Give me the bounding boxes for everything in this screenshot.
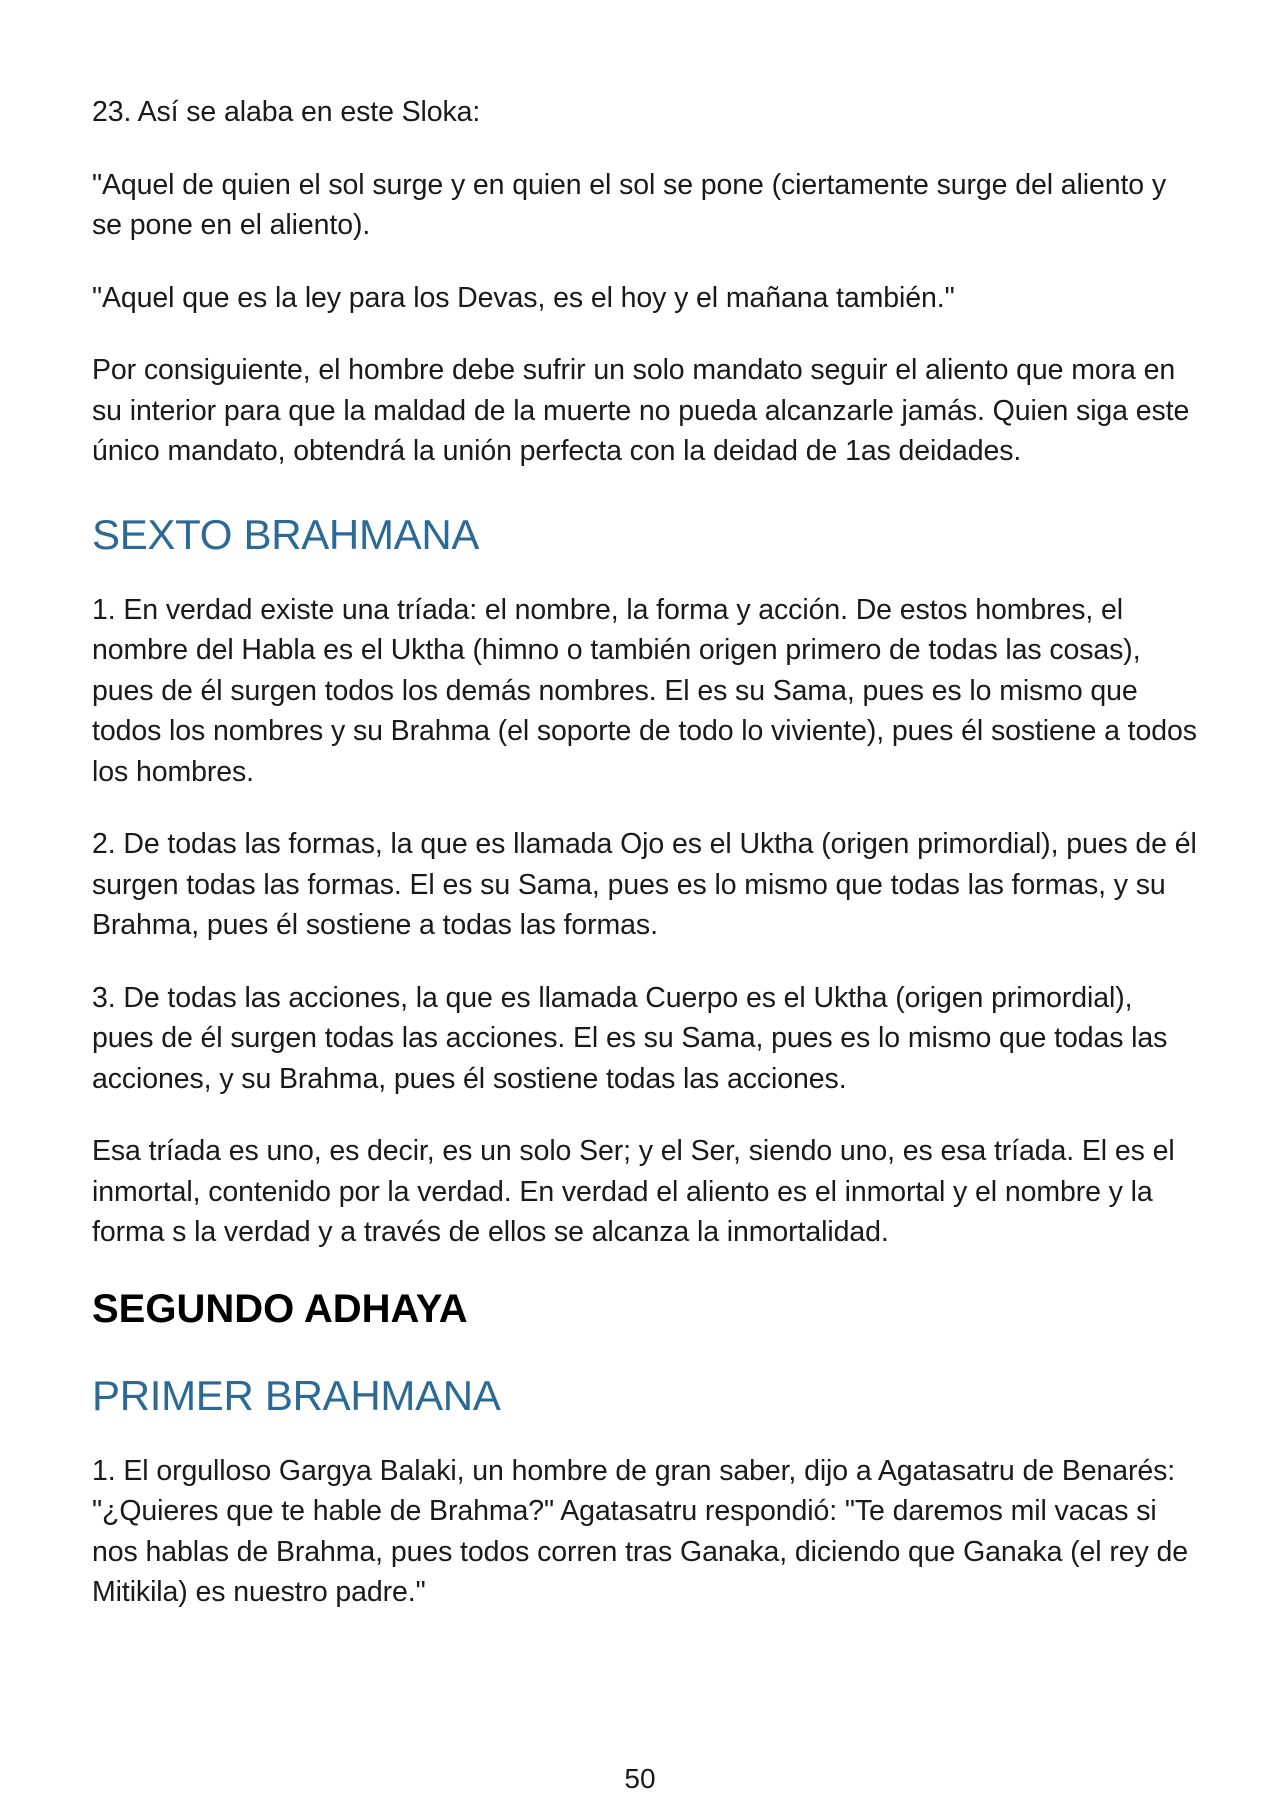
page-content: [92, 92, 1200, 1645]
page-number: 50: [624, 1763, 656, 1794]
chapter-heading-segundo-adhaya: SEGUNDO ADHAYA: [92, 1286, 468, 1331]
section-heading-primer-brahmana: PRIMER BRAHMANA: [92, 1371, 501, 1419]
paragraph-sloka-intro: 23. Así se alaba en este Sloka:: [92, 96, 481, 128]
paragraph-triad-action: 3. De todas las acciones, la que es llamada Cuerpo es el Uktha (origen primordial), pues de él surgen todas las acciones. El es su Sama, pues es lo mismo que todas las acciones, y su Brahma, pues él sostiene todas las acciones.: [92, 981, 1168, 1095]
paragraph-triad-form: 2. De todas las formas, la que es llamada Ojo es el Uktha (origen primordial), pues de él surgen todas las formas. El es su Sama, pues es lo mismo que todas las formas, y su Brahma, pues él sostiene a todas las formas.: [92, 828, 1197, 941]
paragraph-sloka-quote-1: "Aquel de quien el sol surge y en quien el sol se pone (ciertamente surge del aliento y se pone en el aliento).: [92, 168, 1167, 241]
paragraph-triad-name: 1. En verdad existe una tríada: el nombre, la forma y acción. De estos hombres, el nombre del Habla es el Uktha (himno o también origen primero de todas las cosas), pues de él surgen todos los demás nombres. El es su Sama, pues es lo mismo que todos los nombres y su Brahma (el soporte de todo lo viviente), pues él sostiene a todos los hombres.: [92, 593, 1197, 788]
paragraph-triad-summary: Esa tríada es uno, es decir, es un solo Ser; y el Ser, siendo uno, es esa tríada. El es el inmortal, contenido por la verdad. En verdad el aliento es el inmortal y el nombre y la forma s la verdad y a través de ellos se alcanza la inmortalidad.: [92, 1135, 1175, 1248]
paragraph-sloka-quote-2: "Aquel que es la ley para los Devas, es el hoy y el mañana también.": [92, 281, 955, 314]
paragraph-gargya-balaki: 1. El orgulloso Gargya Balaki, un hombre de gran saber, dijo a Agatasatru de Benarés: "¿Quieres que te hable de Brahma?" Agatasatru respondió: "Te daremos mil vacas si nos hablas de Brahma, pues todos corren tras Ganaka, diciendo que Ganaka (el rey de Mitikila) es nuestro padre.": [92, 1454, 1188, 1608]
section-heading-sexto-brahmana: SEXTO BRAHMANA: [92, 510, 480, 558]
paragraph-mandate: Por consiguiente, el hombre debe sufrir un solo mandato seguir el aliento que mora en su interior para que la maldad de la muerte no pueda alcanzarle jamás. Quien siga este único mandato, obtendrá la unión perfecta con la deidad de 1as deidades.: [92, 354, 1190, 467]
